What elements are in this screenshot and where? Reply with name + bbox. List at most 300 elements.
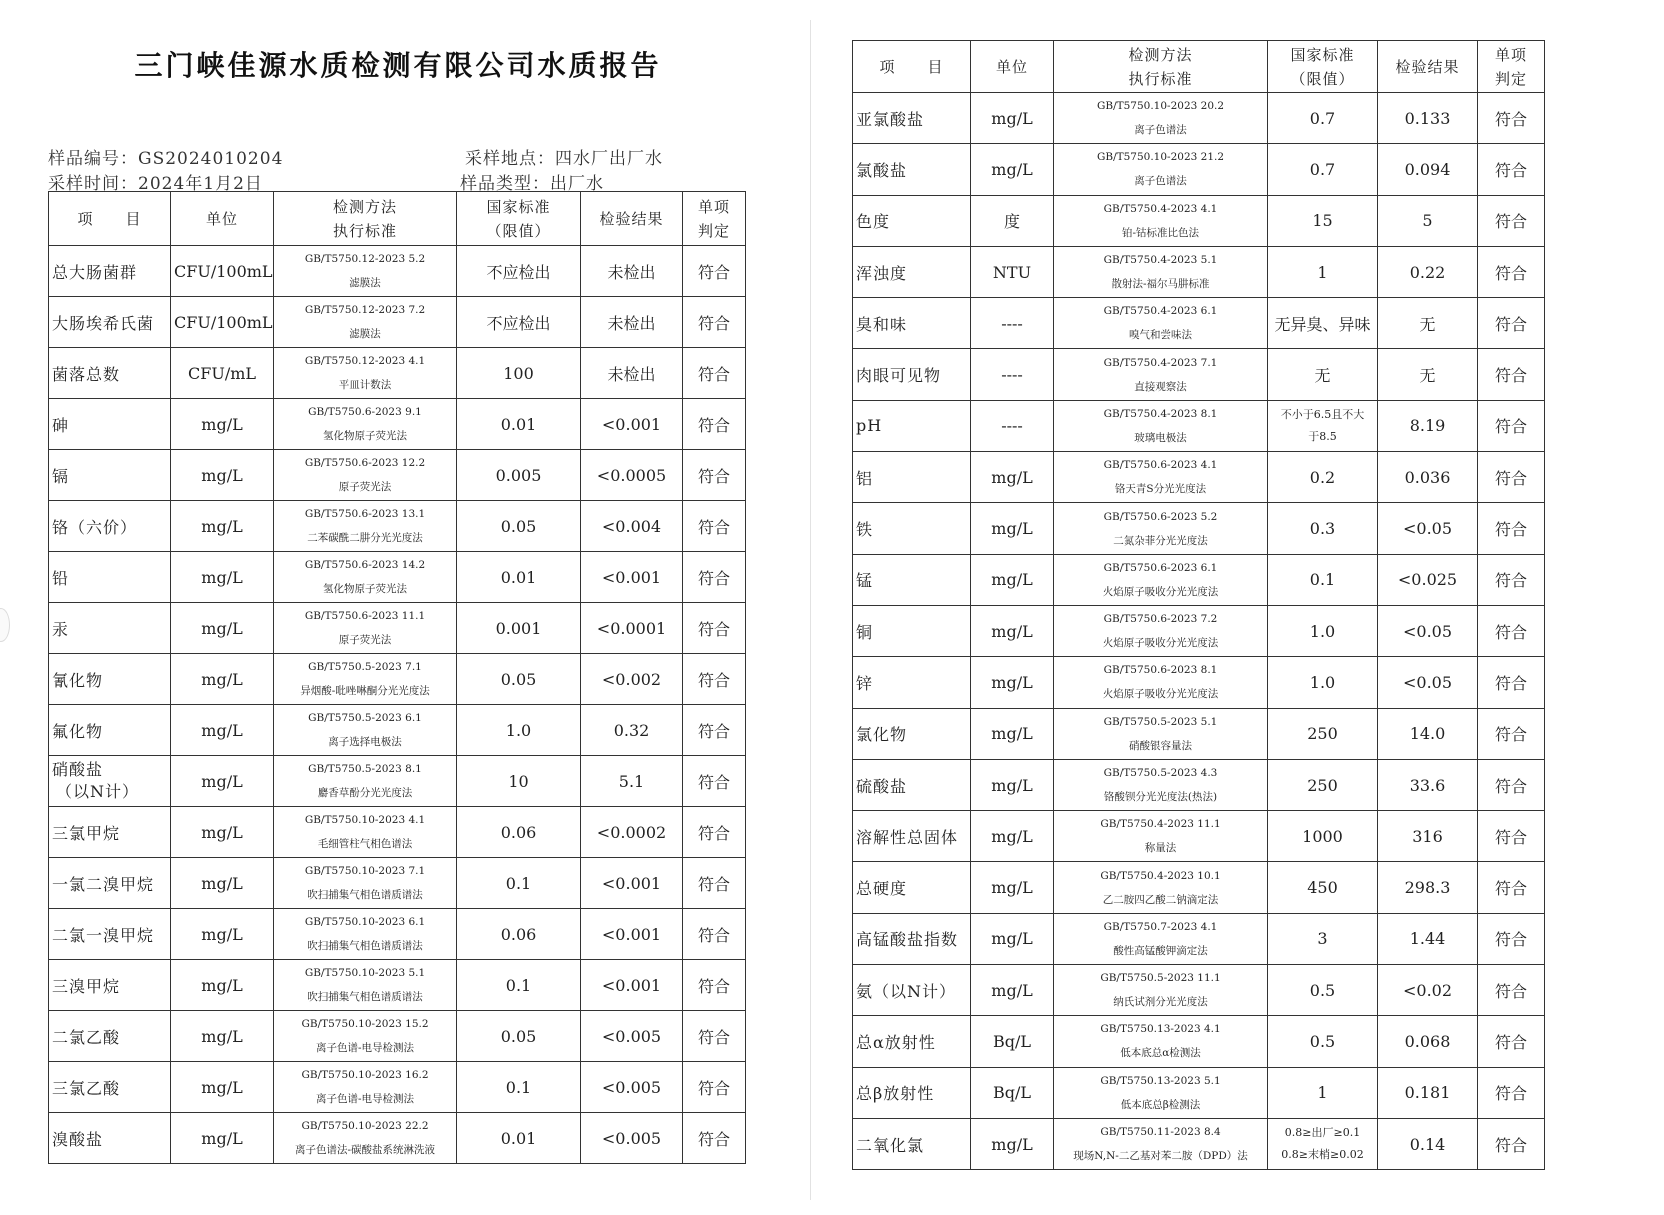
standard-cell: 0.1 (457, 1062, 581, 1113)
item-cell (853, 246, 971, 297)
method-code: GB/T5750.5-2023 5.1 (1103, 715, 1218, 728)
result-cell: <0.02 (1378, 965, 1478, 1016)
item-name: 溴酸盐 (52, 1129, 104, 1149)
table-row (49, 756, 746, 807)
item-cell (49, 450, 171, 501)
method-cell (1054, 452, 1268, 503)
method-name: 吹扫捕集气相色谱质谱法 (307, 889, 423, 901)
unit-cell: mg/L (971, 913, 1054, 964)
item-name: 铁 (856, 520, 874, 540)
item-name: 臭和味 (856, 314, 908, 334)
result-cell: 298.3 (1378, 862, 1478, 913)
method-cell (1054, 554, 1268, 605)
standard-cell (1268, 400, 1378, 451)
result-cell: <0.001 (581, 909, 683, 960)
result-cell: 0.094 (1378, 144, 1478, 195)
item-name: 总α放射性 (856, 1032, 936, 1052)
method-name: 异烟酸-吡唑啉酮分光光度法 (300, 685, 430, 697)
judgement-cell: 符合 (683, 450, 746, 501)
judgement-cell: 符合 (683, 909, 746, 960)
method-name: 火焰原子吸收分光光度法 (1102, 585, 1219, 598)
method-name: 麝香草酚分光光度法 (317, 787, 413, 799)
table-row (853, 657, 1545, 708)
method-code: GB/T5750.10-2023 7.1 (304, 865, 426, 877)
result-cell: <0.0005 (581, 450, 683, 501)
method-code: GB/T5750.6-2023 14.2 (304, 559, 426, 571)
method-cell (1054, 913, 1268, 964)
standard-cell: 0.01 (457, 399, 581, 450)
judgement-cell: 符合 (1478, 503, 1545, 554)
item-name: 总硬度 (856, 879, 908, 899)
unit-cell: mg/L (171, 501, 274, 552)
method-cell (274, 807, 457, 858)
item-cell (853, 144, 971, 195)
method-code: GB/T5750.4-2023 4.1 (1103, 202, 1218, 215)
method-name: 低本底总α检测法 (1120, 1047, 1201, 1060)
item-name: 锰 (856, 571, 874, 591)
standard-cell: 250 (1268, 708, 1378, 759)
item-cell (853, 1016, 971, 1067)
result-cell: 未检出 (581, 246, 683, 297)
unit-cell: mg/L (171, 1113, 274, 1164)
table-header-row (49, 192, 746, 246)
standard-cell: 250 (1268, 759, 1378, 810)
method-code: GB/T5750.12-2023 4.1 (304, 355, 426, 367)
item-cell (853, 1118, 971, 1169)
method-code: GB/T5750.6-2023 7.2 (1103, 613, 1218, 626)
method-name: 火焰原子吸收分光光度法 (1102, 688, 1219, 701)
table-row (49, 960, 746, 1011)
header-standard: 国家标准 （限值） (1268, 41, 1378, 93)
item-name: 溶解性总固体 (856, 827, 959, 847)
standard-cell: 1 (1268, 246, 1378, 297)
item-cell (853, 195, 971, 246)
judgement-cell: 符合 (1478, 1016, 1545, 1067)
result-cell: 无 (1378, 349, 1478, 400)
item-name: 二氯一溴甲烷 (52, 925, 155, 945)
table-row (49, 348, 746, 399)
result-cell: <0.004 (581, 501, 683, 552)
judgement-cell: 符合 (1478, 93, 1545, 144)
method-code: GB/T5750.6-2023 8.1 (1103, 664, 1218, 677)
judgement-cell: 符合 (683, 756, 746, 807)
result-cell: 33.6 (1378, 759, 1478, 810)
unit-cell: mg/L (171, 450, 274, 501)
method-name: 滤膜法 (349, 328, 381, 340)
method-name: 离子选择电极法 (328, 736, 402, 748)
method-name: 离子色谱法 (1134, 175, 1187, 188)
standard-cell: 15 (1268, 195, 1378, 246)
unit-cell: mg/L (971, 93, 1054, 144)
table-row (49, 399, 746, 450)
unit-cell: mg/L (971, 965, 1054, 1016)
result-cell: 未检出 (581, 348, 683, 399)
method-cell (1054, 1118, 1268, 1169)
item-cell (49, 858, 171, 909)
item-cell (49, 297, 171, 348)
method-cell (274, 1113, 457, 1164)
item-cell (49, 501, 171, 552)
unit-cell: mg/L (171, 705, 274, 756)
report-title: 三门峡佳源水质检测有限公司水质报告 (134, 49, 662, 82)
result-cell: <0.025 (1378, 554, 1478, 605)
method-name: 铬天青S分光光度法 (1114, 483, 1207, 496)
table-row (853, 400, 1545, 451)
item-cell (853, 657, 971, 708)
method-name: 离子色谱法 (1134, 124, 1187, 137)
method-name: 原子荧光法 (338, 481, 392, 493)
item-name: 汞 (52, 619, 70, 639)
table-row (49, 450, 746, 501)
item-cell (853, 93, 971, 144)
unit-cell: 度 (971, 195, 1054, 246)
method-code: GB/T5750.4-2023 8.1 (1103, 407, 1218, 420)
standard-cell: 不应检出 (457, 297, 581, 348)
standard-cell: 0.05 (457, 1011, 581, 1062)
item-cell (853, 759, 971, 810)
standard-cell: 0.06 (457, 807, 581, 858)
item-cell (49, 348, 171, 399)
table-row (49, 246, 746, 297)
standard-cell: 1.0 (1268, 605, 1378, 656)
standard-line: 不小于6.5且不大 (1280, 407, 1365, 421)
method-code: GB/T5750.10-2023 21.2 (1096, 151, 1225, 164)
item-cell (49, 807, 171, 858)
item-cell (853, 452, 971, 503)
judgement-cell: 符合 (683, 1062, 746, 1113)
method-name: 铂-钴标准比色法 (1121, 226, 1200, 239)
judgement-cell: 符合 (1478, 1067, 1545, 1118)
judgement-cell: 符合 (1478, 349, 1545, 400)
header-judgement: 单项 判定 (683, 192, 746, 246)
result-cell: 316 (1378, 811, 1478, 862)
method-cell (274, 1062, 457, 1113)
result-cell: <0.0002 (581, 807, 683, 858)
method-code: GB/T5750.4-2023 5.1 (1103, 254, 1218, 267)
table-row (49, 909, 746, 960)
sample-site: 采样地点：四水厂出厂水 (465, 149, 663, 169)
standard-cell: 1.0 (1268, 657, 1378, 708)
result-cell: <0.0001 (581, 603, 683, 654)
method-code: GB/T5750.5-2023 7.1 (308, 661, 422, 673)
item-name-note: （以N计） (56, 782, 140, 801)
header-standard: 国家标准 （限值） (457, 192, 581, 246)
item-name: 肉眼可见物 (856, 366, 942, 386)
method-code: GB/T5750.10-2023 16.2 (301, 1069, 429, 1081)
table-row (49, 552, 746, 603)
standard-cell: 无 (1268, 349, 1378, 400)
item-cell (49, 909, 171, 960)
method-cell (274, 348, 457, 399)
unit-cell: mg/L (171, 1062, 274, 1113)
standard-cell: 0.01 (457, 1113, 581, 1164)
item-cell (49, 552, 171, 603)
standard-line: 于8.5 (1308, 429, 1337, 443)
judgement-cell: 符合 (1478, 1118, 1545, 1169)
judgement-cell: 符合 (1478, 400, 1545, 451)
method-cell (274, 654, 457, 705)
table-row (853, 452, 1545, 503)
item-name: 三氯甲烷 (52, 823, 121, 843)
judgement-cell: 符合 (1478, 708, 1545, 759)
unit-cell: mg/L (971, 811, 1054, 862)
judgement-cell: 符合 (683, 603, 746, 654)
judgement-cell: 符合 (683, 858, 746, 909)
unit-cell: mg/L (171, 756, 274, 807)
unit-cell: CFU/mL (171, 348, 274, 399)
result-cell: 14.0 (1378, 708, 1478, 759)
item-name: 一氯二溴甲烷 (52, 874, 155, 894)
unit-cell: ---- (971, 400, 1054, 451)
judgement-cell: 符合 (683, 552, 746, 603)
table-row (853, 759, 1545, 810)
method-code: GB/T5750.6-2023 6.1 (1103, 561, 1218, 574)
standard-cell: 0.05 (457, 654, 581, 705)
table-row (853, 862, 1545, 913)
table-row (49, 501, 746, 552)
result-cell: 8.19 (1378, 400, 1478, 451)
judgement-cell: 符合 (683, 705, 746, 756)
method-name: 氢化物原子荧光法 (323, 430, 407, 442)
item-cell (49, 246, 171, 297)
table-row (49, 705, 746, 756)
table-row (853, 246, 1545, 297)
item-name: 铅 (52, 568, 70, 588)
method-code: GB/T5750.13-2023 4.1 (1100, 1023, 1221, 1036)
judgement-cell: 符合 (683, 297, 746, 348)
method-code: GB/T5750.6-2023 9.1 (308, 406, 422, 418)
method-code: GB/T5750.5-2023 8.1 (308, 763, 422, 775)
method-name: 离子色谱-电导检测法 (315, 1042, 415, 1054)
method-name: 离子色谱法-碳酸盐系统淋洗液 (294, 1144, 436, 1156)
judgement-cell: 符合 (683, 960, 746, 1011)
method-code: GB/T5750.6-2023 4.1 (1103, 459, 1218, 472)
standard-cell: 0.1 (457, 858, 581, 909)
header-method: 检测方法 执行标准 (1054, 41, 1268, 93)
unit-cell: mg/L (971, 759, 1054, 810)
standard-cell: 0.5 (1268, 1016, 1378, 1067)
table-row (853, 298, 1545, 349)
standard-cell: 0.5 (1268, 965, 1378, 1016)
result-cell: <0.001 (581, 399, 683, 450)
standard-cell: 0.1 (1268, 554, 1378, 605)
result-cell: <0.001 (581, 960, 683, 1011)
unit-cell: mg/L (971, 708, 1054, 759)
standard-cell: 1 (1268, 1067, 1378, 1118)
method-cell (1054, 1016, 1268, 1067)
item-cell (49, 1011, 171, 1062)
result-cell: <0.002 (581, 654, 683, 705)
method-cell (274, 297, 457, 348)
standard-cell: 不应检出 (457, 246, 581, 297)
method-code: GB/T5750.4-2023 7.1 (1103, 356, 1218, 369)
table-row (49, 807, 746, 858)
method-cell (274, 858, 457, 909)
item-name: 三氯乙酸 (52, 1078, 121, 1098)
standard-cell: 0.06 (457, 909, 581, 960)
standard-line: 0.8≥末梢≥0.02 (1281, 1148, 1364, 1162)
item-cell (853, 503, 971, 554)
unit-cell: mg/L (171, 960, 274, 1011)
method-name: 散射法-福尔马肼标准 (1111, 278, 1210, 291)
standard-cell: 1000 (1268, 811, 1378, 862)
method-cell (274, 603, 457, 654)
table-row (49, 297, 746, 348)
method-cell (1054, 811, 1268, 862)
method-cell (274, 705, 457, 756)
method-code: GB/T5750.5-2023 11.1 (1100, 972, 1221, 985)
method-name: 滤膜法 (349, 277, 381, 289)
item-name: 氯酸盐 (856, 160, 908, 180)
item-name: 铜 (856, 622, 874, 642)
header-unit: 单位 (171, 192, 274, 246)
unit-cell: Bq/L (971, 1016, 1054, 1067)
item-name: 大肠埃希氏菌 (52, 313, 155, 333)
judgement-cell: 符合 (1478, 246, 1545, 297)
item-cell (853, 349, 971, 400)
result-cell: <0.05 (1378, 503, 1478, 554)
header-item: 项 目 (853, 41, 971, 93)
standard-cell: 450 (1268, 862, 1378, 913)
item-cell (49, 1062, 171, 1113)
header-result: 检验结果 (1378, 41, 1478, 93)
table-row (49, 603, 746, 654)
standard-cell (1268, 1118, 1378, 1169)
standard-cell: 0.001 (457, 603, 581, 654)
judgement-cell: 符合 (1478, 298, 1545, 349)
result-cell: 0.036 (1378, 452, 1478, 503)
item-name: 铝 (856, 468, 874, 488)
method-cell (1054, 349, 1268, 400)
table-row (853, 1118, 1545, 1169)
item-name: 色度 (856, 212, 891, 232)
unit-cell: mg/L (171, 654, 274, 705)
judgement-cell: 符合 (683, 246, 746, 297)
method-cell (1054, 195, 1268, 246)
result-cell: 0.133 (1378, 93, 1478, 144)
method-cell (274, 399, 457, 450)
unit-cell: mg/L (171, 909, 274, 960)
table-row (853, 605, 1545, 656)
item-name: 三溴甲烷 (52, 976, 121, 996)
judgement-cell: 符合 (683, 1011, 746, 1062)
judgement-cell: 符合 (1478, 657, 1545, 708)
result-cell: <0.05 (1378, 605, 1478, 656)
unit-cell: mg/L (971, 657, 1054, 708)
unit-cell: Bq/L (971, 1067, 1054, 1118)
method-name: 直接观察法 (1134, 380, 1187, 393)
unit-cell: CFU/100mL (171, 246, 274, 297)
judgement-cell: 符合 (1478, 195, 1545, 246)
method-code: GB/T5750.4-2023 10.1 (1100, 869, 1221, 882)
table-row (853, 349, 1545, 400)
result-cell: 1.44 (1378, 913, 1478, 964)
item-name: 总β放射性 (856, 1084, 935, 1104)
header-judgement: 单项 判定 (1478, 41, 1545, 93)
judgement-cell: 符合 (683, 501, 746, 552)
judgement-cell: 符合 (1478, 913, 1545, 964)
sample-time: 采样时间：2024年1月2日 (48, 174, 263, 194)
method-name: 原子荧光法 (338, 634, 392, 646)
method-name: 二氮杂菲分光光度法 (1113, 534, 1208, 547)
unit-cell: mg/L (171, 1011, 274, 1062)
item-cell (49, 1113, 171, 1164)
method-name: 吹扫捕集气相色谱质谱法 (307, 940, 423, 952)
unit-cell: ---- (971, 349, 1054, 400)
method-code: GB/T5750.4-2023 11.1 (1100, 818, 1221, 831)
item-cell (49, 603, 171, 654)
result-cell: <0.005 (581, 1113, 683, 1164)
method-name: 称量法 (1144, 842, 1177, 855)
judgement-cell: 符合 (1478, 605, 1545, 656)
item-cell (853, 1067, 971, 1118)
standard-cell: 100 (457, 348, 581, 399)
method-name: 乙二胺四乙酸二钠滴定法 (1102, 893, 1219, 906)
unit-cell: mg/L (171, 858, 274, 909)
page-edge-handle[interactable] (0, 608, 10, 642)
method-cell (274, 501, 457, 552)
method-name: 硝酸银容量法 (1129, 739, 1192, 752)
judgement-cell: 符合 (1478, 811, 1545, 862)
unit-cell: mg/L (171, 552, 274, 603)
judgement-cell: 符合 (683, 654, 746, 705)
result-cell: <0.001 (581, 858, 683, 909)
header-result: 检验结果 (581, 192, 683, 246)
method-cell (274, 552, 457, 603)
judgement-cell: 符合 (1478, 144, 1545, 195)
method-code: GB/T5750.12-2023 7.2 (304, 304, 426, 316)
method-code: GB/T5750.11-2023 8.4 (1100, 1126, 1221, 1139)
item-name: 氟化物 (52, 721, 104, 741)
unit-cell: NTU (971, 246, 1054, 297)
method-code: GB/T5750.6-2023 5.2 (1103, 510, 1218, 523)
method-code: GB/T5750.5-2023 6.1 (308, 712, 422, 724)
report-table-left (48, 191, 746, 1164)
sample-type: 样品类型：出厂水 (460, 174, 604, 194)
result-cell: 未检出 (581, 297, 683, 348)
item-cell (49, 960, 171, 1011)
method-name: 低本底总β检测法 (1120, 1098, 1201, 1111)
judgement-cell: 符合 (1478, 554, 1545, 605)
header-unit: 单位 (971, 41, 1054, 93)
item-cell (853, 913, 971, 964)
method-name: 现场N,N-二乙基对苯二胺（DPD）法 (1073, 1150, 1248, 1163)
method-cell (1054, 759, 1268, 810)
header-method: 检测方法 执行标准 (274, 192, 457, 246)
unit-cell: mg/L (971, 862, 1054, 913)
unit-cell: mg/L (971, 1118, 1054, 1169)
item-cell (853, 811, 971, 862)
page-divider (810, 20, 811, 1200)
method-cell (274, 450, 457, 501)
method-name: 玻璃电极法 (1134, 431, 1187, 444)
table-row (853, 93, 1545, 144)
sample-number: 样品编号：GS2024010204 (48, 149, 284, 169)
item-cell (49, 705, 171, 756)
method-name: 吹扫捕集气相色谱质谱法 (307, 991, 423, 1003)
result-cell: 5.1 (581, 756, 683, 807)
method-cell (1054, 657, 1268, 708)
method-code: GB/T5750.12-2023 5.2 (304, 253, 426, 265)
result-cell: 0.181 (1378, 1067, 1478, 1118)
table-row (853, 708, 1545, 759)
method-name: 纳氏试剂分光光度法 (1113, 996, 1208, 1009)
method-code: GB/T5750.6-2023 11.1 (304, 610, 426, 622)
method-code: GB/T5750.10-2023 15.2 (301, 1018, 429, 1030)
method-cell (1054, 246, 1268, 297)
table-row (49, 1062, 746, 1113)
item-name: 硫酸盐 (856, 776, 908, 796)
